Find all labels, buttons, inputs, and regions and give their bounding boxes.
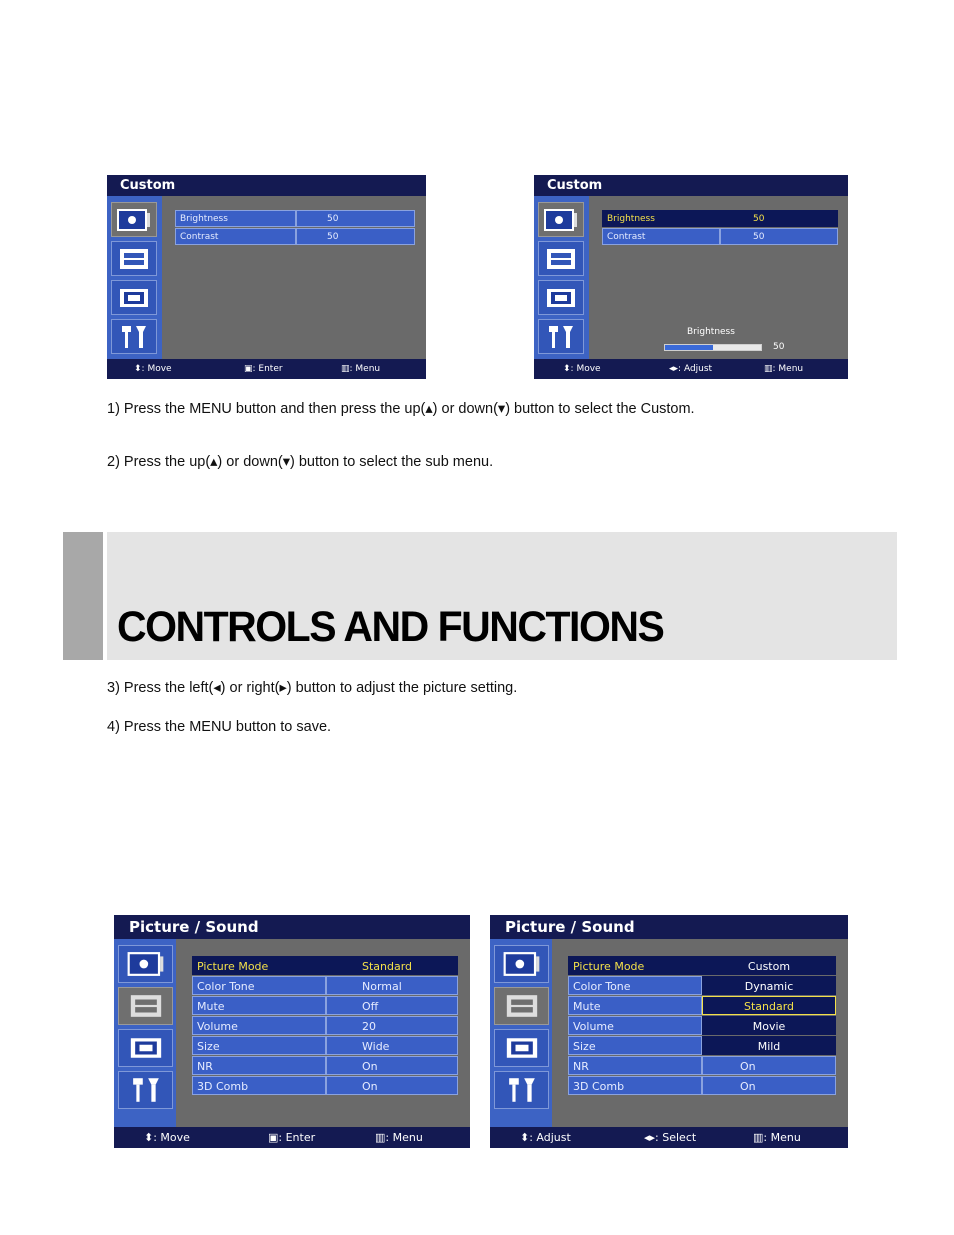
menu-row-mute[interactable] [568, 996, 836, 1015]
row-label: Size [568, 1036, 702, 1055]
menu-hint: ▥: Menu [764, 364, 804, 374]
option-mild[interactable]: Mild [702, 1036, 836, 1055]
up-down-arrow-icon: ⬍ [563, 364, 571, 374]
tools-icon[interactable] [538, 319, 584, 354]
row-value: 50 [720, 228, 838, 245]
row-label: Volume [192, 1016, 326, 1035]
step-1-text: 1) Press the MENU button and then press the up(▴) or down(▾) button to select the Custom. [107, 401, 695, 417]
osd-title: Custom [107, 175, 426, 196]
option-movie[interactable]: Movie [702, 1016, 836, 1035]
left-right-arrow-icon: ◂▸ [644, 1131, 656, 1144]
row-label: Color Tone [192, 976, 326, 995]
row-value: Standard [326, 956, 458, 975]
slider-fill [665, 345, 713, 350]
enter-hint: ▣: Enter [268, 1131, 316, 1144]
menu-row-volume[interactable] [192, 1016, 458, 1035]
osd-title: Picture / Sound [114, 915, 470, 939]
menu-row-brightness[interactable] [602, 210, 838, 227]
row-label: NR [568, 1056, 702, 1075]
banner-tab [63, 532, 103, 660]
row-label: Brightness [175, 210, 296, 227]
row-label: Brightness [602, 210, 720, 227]
menu-hint: ▥: Menu [375, 1131, 423, 1144]
row-value: On [326, 1076, 458, 1095]
step-2-text: 2) Press the up(▴) or down(▾) button to select the sub menu. [107, 454, 494, 470]
section-banner [63, 532, 897, 660]
screen-icon[interactable] [118, 1029, 173, 1067]
menu-hint: ▥: Menu [341, 364, 381, 374]
menu-icon: ▥ [753, 1131, 764, 1144]
tools-icon[interactable] [111, 319, 157, 354]
option-dynamic[interactable]: Dynamic [702, 976, 836, 995]
up-down-arrow-icon: ⬍ [520, 1131, 530, 1144]
picture-icon[interactable] [111, 202, 157, 237]
picture-icon[interactable] [494, 945, 549, 983]
row-label: 3D Comb [192, 1076, 326, 1095]
screen-icon[interactable] [111, 280, 157, 315]
osd-picture-sound-menu-1 [114, 915, 470, 1148]
row-label: Picture Mode [568, 956, 702, 975]
enter-icon: ▣ [244, 364, 253, 374]
brightness-slider[interactable] [664, 344, 762, 351]
menu-row-nr[interactable] [568, 1056, 836, 1075]
menu-row-size[interactable] [568, 1036, 836, 1055]
row-label: 3D Comb [568, 1076, 702, 1095]
screen-icon[interactable] [538, 280, 584, 315]
menu-icon: ▥ [764, 364, 773, 374]
step-3-text: 3) Press the left(◂) or right(▸) button to adjust the picture setting. [107, 680, 518, 696]
osd-footer [107, 359, 426, 379]
enter-hint: ▣: Enter [244, 364, 283, 374]
menu-row-3d-comb[interactable] [192, 1076, 458, 1095]
row-label: NR [192, 1056, 326, 1075]
row-label: Picture Mode [192, 956, 326, 975]
menu-icon: ▥ [375, 1131, 386, 1144]
row-label: Mute [568, 996, 702, 1015]
section-heading: CONTROLS AND FUNCTIONS [117, 602, 664, 651]
row-value: 20 [326, 1016, 458, 1035]
osd-footer [490, 1127, 848, 1148]
osd-sidebar [490, 939, 552, 1127]
left-right-arrow-icon: ◂▸ [669, 364, 679, 374]
screen-icon[interactable] [494, 1029, 549, 1067]
brightness-slider-label: Brightness [687, 327, 735, 337]
option-custom[interactable]: Custom [702, 956, 836, 975]
row-value: Off [326, 996, 458, 1015]
select-hint: ◂▸: Select [644, 1131, 697, 1144]
menu-row-3d-comb[interactable] [568, 1076, 836, 1095]
osd-picture-sound-menu-2 [490, 915, 848, 1148]
menu-icon: ▥ [341, 364, 350, 374]
row-label: Contrast [602, 228, 720, 245]
enter-icon: ▣ [268, 1131, 279, 1144]
brightness-slider-value: 50 [773, 342, 785, 352]
row-label: Volume [568, 1016, 702, 1035]
film-icon[interactable] [494, 987, 549, 1025]
up-down-arrow-icon: ⬍ [134, 364, 142, 374]
menu-row-brightness[interactable] [175, 210, 415, 227]
menu-row-contrast[interactable] [602, 228, 838, 245]
picture-icon[interactable] [118, 945, 173, 983]
menu-row-contrast[interactable] [175, 228, 415, 245]
move-hint: ⬍: Move [563, 364, 601, 374]
menu-row-nr[interactable] [192, 1056, 458, 1075]
row-value: Wide [326, 1036, 458, 1055]
film-icon[interactable] [118, 987, 173, 1025]
osd-footer [534, 359, 848, 379]
row-value: On [326, 1056, 458, 1075]
row-value: 50 [296, 228, 415, 245]
up-down-arrow-icon: ⬍ [144, 1131, 154, 1144]
picture-icon[interactable] [538, 202, 584, 237]
tools-icon[interactable] [118, 1071, 173, 1109]
film-icon[interactable] [111, 241, 157, 276]
menu-row-size[interactable] [192, 1036, 458, 1055]
move-hint: ⬍: Move [144, 1131, 190, 1144]
row-label: Mute [192, 996, 326, 1015]
row-label: Contrast [175, 228, 296, 245]
osd-custom-menu-1 [107, 175, 426, 379]
row-value: On [702, 1056, 836, 1075]
row-label: Color Tone [568, 976, 702, 995]
move-hint: ⬍: Move [134, 364, 172, 374]
row-value: Normal [326, 976, 458, 995]
osd-custom-menu-2 [534, 175, 848, 379]
osd-title: Picture / Sound [490, 915, 848, 939]
osd-sidebar [107, 196, 162, 359]
step-4-text: 4) Press the MENU button to save. [107, 719, 332, 735]
menu-row-picture-mode[interactable] [192, 956, 458, 975]
row-value: 50 [720, 210, 838, 227]
row-label: Size [192, 1036, 326, 1055]
osd-footer [114, 1127, 470, 1148]
osd-sidebar [114, 939, 176, 1127]
option-standard-selected[interactable]: Standard [702, 996, 836, 1015]
osd-sidebar [534, 196, 589, 359]
row-value: On [702, 1076, 836, 1095]
menu-row-volume[interactable] [568, 1016, 836, 1035]
film-icon[interactable] [538, 241, 584, 276]
adjust-hint: ◂▸: Adjust [669, 364, 713, 374]
menu-row-mute[interactable] [192, 996, 458, 1015]
adjust-hint: ⬍: Adjust [520, 1131, 571, 1144]
menu-hint: ▥: Menu [753, 1131, 801, 1144]
menu-row-color-tone[interactable] [192, 976, 458, 995]
osd-title: Custom [534, 175, 848, 196]
menu-row-color-tone[interactable] [568, 976, 836, 995]
tools-icon[interactable] [494, 1071, 549, 1109]
row-value: 50 [296, 210, 415, 227]
menu-row-picture-mode[interactable] [568, 956, 836, 975]
